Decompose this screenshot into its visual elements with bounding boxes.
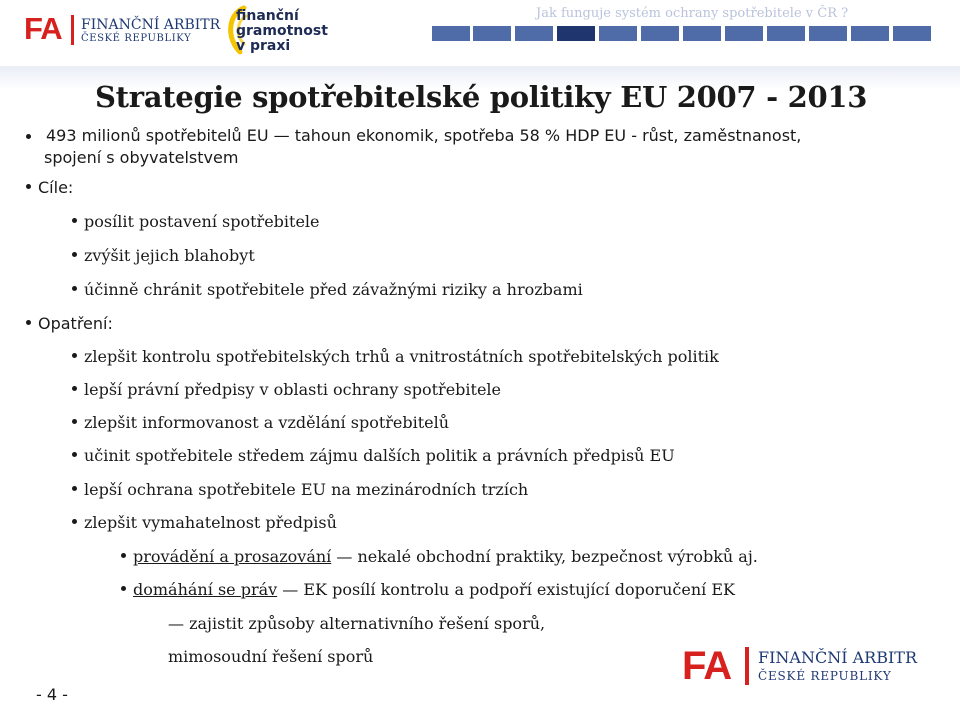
fa-logo-footer <box>682 644 944 690</box>
nav-square-5[interactable] <box>599 26 637 41</box>
sub2-term: domáhání se práv <box>133 580 278 599</box>
bullet-dot <box>72 218 77 223</box>
measure-item <box>72 513 337 532</box>
nav-square-1[interactable] <box>432 26 470 41</box>
fa-logo-mark: FA <box>24 11 62 46</box>
goal-text: účinně chránit spotřebitele před závažnými riziky a hrozbami <box>84 280 583 299</box>
fg-line2: gramotnost <box>236 23 328 39</box>
measure-item <box>72 480 528 499</box>
measure-text: učinit spotřebitele středem zájmu dalších politik a právních předpisů EU <box>84 446 675 465</box>
fa-logo-divider <box>745 647 749 685</box>
sub-item-redress <box>121 580 735 599</box>
bullet-dot <box>26 184 31 189</box>
nav-squares <box>0 0 960 50</box>
nav-square-3[interactable] <box>515 26 553 41</box>
goal-text: zvýšit jejich blahobyt <box>84 246 255 265</box>
bullet-dot <box>121 553 126 558</box>
nav-square-10[interactable] <box>809 26 847 41</box>
measure-item <box>72 446 675 465</box>
measures-label: Opatření <box>38 314 108 333</box>
bullet-dot <box>72 353 77 358</box>
nav-square-2[interactable] <box>473 26 511 41</box>
sub-item-enforcement <box>121 547 758 566</box>
goal-item <box>72 212 320 231</box>
measure-item <box>72 380 501 399</box>
fa-logo-line1: FINANČNÍ ARBITR <box>81 17 221 33</box>
fa-logo-mark: FA <box>682 644 732 688</box>
bullet-dot <box>72 486 77 491</box>
nav-square-4[interactable] <box>557 26 595 41</box>
bullet-dot <box>72 286 77 291</box>
slide-title: Strategie spotřebitelské politiky EU 2007 - 2013 <box>95 80 868 114</box>
fa-logo-line1: FINANČNÍ ARBITR <box>758 648 918 667</box>
fa-logo-line2: ČESKÉ REPUBLIKY <box>758 669 892 683</box>
measure-text: zlepšit kontrolu spotřebitelských trhů a vnitrostátních spotřebitelských politik <box>84 347 719 366</box>
goal-item <box>72 246 255 265</box>
fg-line1: finanční <box>236 8 299 24</box>
bullet-dot <box>72 452 77 457</box>
measure-text: zlepšit informovanost a vzdělání spotřebitelů <box>84 413 450 432</box>
sub1-rest: — nekalé obchodní praktiky, bezpečnost výrobků aj. <box>336 547 758 566</box>
sub3-line1: — zajistit způsoby alternativního řešení sporů, <box>168 614 546 633</box>
bullet-dot <box>121 586 126 591</box>
bullet-dot <box>72 519 77 524</box>
sub2-rest: — EK posílí kontrolu a podpoří existující doporučení EK <box>282 580 735 599</box>
measure-text: zlepšit vymahatelnost předpisů <box>84 513 337 532</box>
goal-item <box>72 280 583 299</box>
nav-square-12[interactable] <box>893 26 931 41</box>
measure-text: lepší právní předpisy v oblasti ochrany spotřebitele <box>84 380 502 399</box>
goal-text: posílit postavení spotřebitele <box>84 212 320 231</box>
top-link[interactable]: Jak funguje systém ochrany spotřebitele v ČR ? <box>536 6 849 21</box>
nav-square-7[interactable] <box>683 26 721 41</box>
nav-square-6[interactable] <box>641 26 679 41</box>
bullet-dot <box>26 134 31 139</box>
nav-square-11[interactable] <box>851 26 889 41</box>
nav-square-8[interactable] <box>725 26 763 41</box>
fa-logo-line2: ČESKÉ REPUBLIKY <box>81 33 192 44</box>
goals-label: Cíle <box>38 178 68 197</box>
measure-item <box>72 413 449 432</box>
fg-line3: v praxi <box>236 38 291 54</box>
goals-heading: Cíle: <box>26 178 73 197</box>
measure-item <box>72 347 719 366</box>
measures-heading: Opatření: <box>26 314 113 333</box>
bullet-dot <box>72 252 77 257</box>
intro-line1: 493 milionů spotřebitelů EU — tahoun ekonomik, spotřeba 58 % HDP EU - růst, zaměstnanost, <box>46 126 802 145</box>
measure-text: lepší ochrana spotřebitele EU na mezinárodních trzích <box>84 480 529 499</box>
sub1-term: provádění a prosazování <box>133 547 332 566</box>
page-number: - 4 - <box>36 685 68 704</box>
bullet-dot <box>72 419 77 424</box>
nav-square-9[interactable] <box>767 26 805 41</box>
bullet-dot <box>26 320 31 325</box>
intro-line2: spojení s obyvatelstvem <box>44 148 239 167</box>
sub3-line2: mimosoudní řešení sporů <box>168 647 374 666</box>
bullet-dot <box>72 386 77 391</box>
